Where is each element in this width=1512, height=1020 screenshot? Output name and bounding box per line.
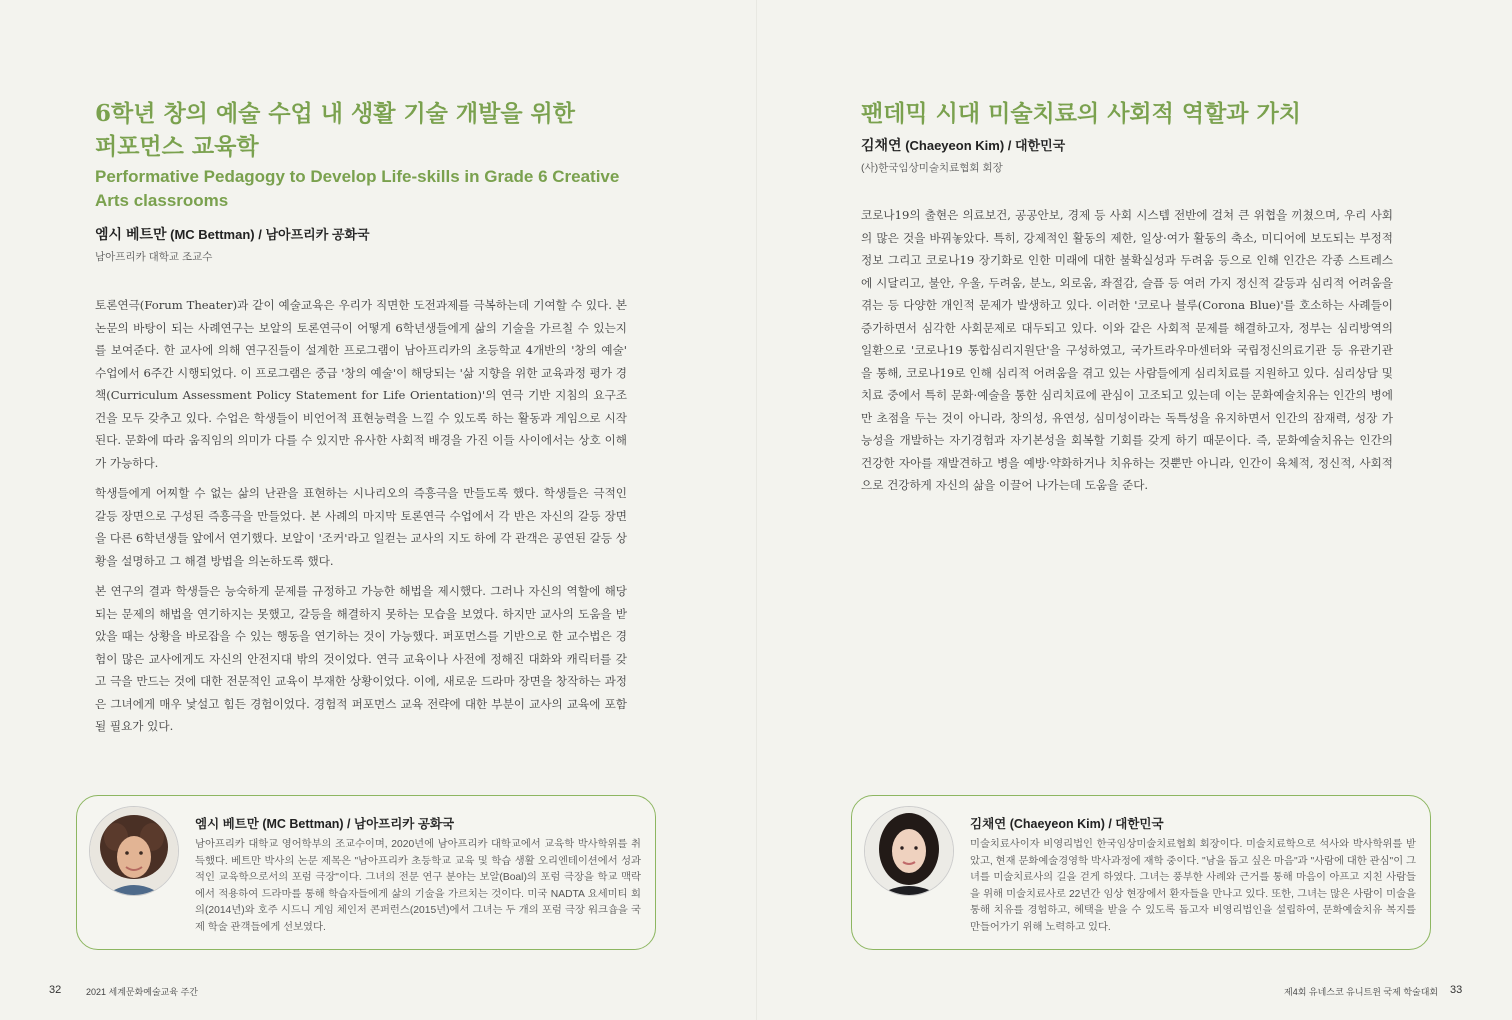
right-paragraph-1: 코로나19의 출현은 의료보건, 공공안보, 경제 등 사회 시스템 전반에 걸쳐 큰 위협을 끼쳤으며, 우리 사회의 많은 것을 바꿔놓았다. 특히, 강제적인 활동의 제한, 일상·여가 활동의 축소, 미디어에 보도되는 부정적 정보 그리고 코로나19 장기화로 인한 미래에 대한 불확실성과 두려움 등으로 인해 인간은 각종 스트레스에 시달리고, 불안, 우울, 두려움, 분노, 외로움, 좌절감, 슬픔 등 여러 가지 정신적 갈등과 심리적 어려움을 겪는 등 다양한 개인적 문제가 발생하고 있다. 이러한 '코로나 블루(Corona Blue)'를 호소하는 사례들이 증가하면서 심각한 사회문제로 대두되고 있다. 이와 같은 사회적 문제를 해결하고자, 정부는 심리방역의 일환으로 '코로나19 통합심리지원단'을 구성하였고, 국가트라우마센터와 국립정신의료기관 등 유관기관을 통해, 코로나19로 인해 심리적 어려움을 겪고 있는 사람들에게 심리치료를 지원하고 있다. 심리상담 및 치료 중에서 특히 문화·예술을 통한 심리치료에 관심이 고조되고 있는데 이는 문화예술치유는 인간의 병에만 초점을 두는 것이 아니라, 창의성, 유연성, 심미성이라는 독특성을 유지하면서 인간의 잠재력, 성장 가능성을 개발하는 자기경험과 자기본성을 회복할 기회를 갖게 하기 때문이다. 즉, 문화예술치유는 인간의 건강한 자아를 재발견하고 병을 예방·약화하거나 치유하는 것뿐만 아니라, 인간이 육체적, 정신적, 사회적으로 건강하게 자신의 삶을 이끌어 나가는데 도움을 준다. xyxy=(861,208,1393,492)
left-bio-text: 남아프리카 대학교 영어학부의 조교수이며, 2020년에 남아프리카 대학교에서 교육학 박사학위를 취득했다. 베트만 박사의 논문 제목은 "남아프리카 초등학교 교육 및 학습 생활 오리엔테이션에서 성과적인 교육학으로서의 포럼 극장"이다. 그녀의 전문 연구 분야는 보알(Boal)의 포럼 극장을 학교 맥락에서 적용하여 드라마를 통해 학습자들에게 삶의 기술을 가르치는 것이다. 미국 NADTA 요세미티 회의(2014년)와 호주 시드니 게임 체인저 콘퍼런스(2015년)에서 그녀는 두 개의 포럼 극장 워크숍을 국제 학술 관객들에게 선보였다. xyxy=(195,839,641,933)
left-title-en xyxy=(95,165,635,213)
left-paragraph-2: 학생들에게 어찌할 수 없는 삶의 난관을 표현하는 시나리오의 즉흥극을 만들도록 했다. 학생들은 극적인 갈등 장면으로 구성된 즉흥극을 만들었다. 본 사례의 마지막 토론연극 수업에서 각 반은 자신의 갈등 장면을 다른 6학년생들 앞에서 연기했다. 보알이 '조커'라고 일컫는 교사의 지도 하에 각 관객은 공연된 갈등 상황을 설명하고 그 해결 방법을 의논하도록 했다. xyxy=(95,486,627,568)
right-author-name: 김채연 xyxy=(861,137,902,153)
right-author-country: (Chaeyeon Kim) / 대한민국 xyxy=(901,138,1066,153)
left-bio-name-rest: (MC Bettman) / 남아프리카 공화국 xyxy=(258,817,455,831)
left-author-name: 엠시 베트만 xyxy=(95,226,167,242)
left-body xyxy=(95,294,627,746)
right-footer-label: 제4회 유네스코 유니트윈 국제 학술대회 xyxy=(1284,987,1439,997)
right-bio-name xyxy=(970,814,1164,832)
left-portrait-image xyxy=(90,807,178,895)
left-bio-name-ko: 엠시 베트만 xyxy=(195,817,259,831)
left-bio-card xyxy=(76,795,656,950)
right-bio-card xyxy=(851,795,1431,950)
left-author-photo xyxy=(89,806,179,896)
right-bio-text: 미술치료사이자 비영리법인 한국임상미술치료협회 회장이다. 미술치료학으로 석사와 박사학위를 받았고, 현재 문화예술경영학 박사과정에 재학 중이다. "남을 돕고 싶은 마음"과 "사람에 대한 관심"이 그녀를 미술치료사의 길을 걷게 하였다. 그녀는 풍부한 사례와 근거를 통해 마음이 아프고 지친 사람들을 위해 미술치료사로 22년간 임상 현장에서 환자들을 만나고 있다. 또한, 그녀는 많은 사람이 미술을 통해 치유를 경험하고, 혜택을 받을 수 있도록 돕고자 비영리법인을 설립하여, 문화예술치유 복지를 만들어가기 위해 노력하고 있다. xyxy=(970,839,1416,933)
left-affiliation: 남아프리카 대학교 조교수 xyxy=(95,251,213,263)
left-footer-label: 2021 세계문화예술교육 주간 xyxy=(86,987,198,997)
left-title-en-line2: Arts classrooms xyxy=(95,191,229,210)
right-page-number: 33 xyxy=(1450,984,1463,996)
left-title-en-line1: Performative Pedagogy to Develop Life-skills in Grade 6 Creative xyxy=(95,167,620,186)
left-title-ko-line1: 6학년 창의 예술 수업 내 생활 기술 개발을 위한 xyxy=(95,100,575,127)
page-gutter xyxy=(756,0,757,1020)
right-bio-name-rest: (Chaeyeon Kim) / 대한민국 xyxy=(1006,817,1164,831)
right-title-ko: 팬데믹 시대 미술치료의 사회적 역할과 가치 xyxy=(861,100,1301,127)
left-bio-name xyxy=(195,814,454,832)
left-author xyxy=(95,224,370,244)
left-paragraph-3: 본 연구의 결과 학생들은 능숙하게 문제를 규정하고 가능한 해법을 제시했다. 그러나 자신의 역할에 해당되는 문제의 해법을 연기하지는 못했고, 갈등을 해결하지 못하는 모습을 보였다. 하지만 교사의 도움을 받았을 때는 상황을 바로잡을 수 있는 행동을 연기하는 것이 가능했다. 퍼포먼스를 기반으로 한 교수법은 경험이 많은 교사에게도 자신의 안전지대 밖의 것이었다. 연극 교육이나 사전에 정해진 대화와 캐릭터를 갖고 극을 만드는 것에 대한 전문적인 교육이 부재한 상황이었다. 이에, 새로운 드라마 장면을 창작하는 과정은 그녀에게 매우 낯설고 힘든 경험이었다. 경험적 퍼포먼스 교육 전략에 대한 부분이 교사의 교육에 포함될 필요가 있다. xyxy=(95,584,627,733)
left-page-number: 32 xyxy=(49,984,62,996)
right-affiliation: (사)한국임상미술치료협회 회장 xyxy=(861,162,1003,174)
right-author-photo xyxy=(864,806,954,896)
left-title-ko xyxy=(95,97,575,163)
right-body xyxy=(861,204,1393,505)
left-paragraph-1: 토론연극(Forum Theater)과 같이 예술교육은 우리가 직면한 도전과제를 극복하는데 기여할 수 있다. 본 논문의 바탕이 되는 사례연구는 보알의 토론연극이 어떻게 6학년생들에게 삶의 기술을 가르칠 수 있는지를 보여준다. 한 교사에 의해 연구진들이 설계한 프로그램이 남아프리카의 초등학교 4개반의 '창의 예술' 수업에서 6주간 시행되었다. 이 프로그램은 중급 '창의 예술'이 해당되는 '삶 지향을 위한 교육과정 평가 경책(Curriculum Assessment Policy Statement for Life Orientation)'의 연극 기반 지침의 요구조건을 모두 갖추고 있다. 수업은 학생들이 비언어적 표현능력을 느낄 수 있도록 하는 활동과 게임으로 시작된다. 문화에 따라 움직임의 의미가 다를 수 있지만 유사한 사회적 배경을 가진 이들 사이에서는 상호 이해가 가능하다. xyxy=(95,298,627,470)
right-bio-name-ko: 김채연 xyxy=(970,817,1007,831)
right-portrait-image xyxy=(865,807,953,895)
left-author-country: (MC Bettman) / 남아프리카 공화국 xyxy=(166,227,370,242)
left-title-ko-line2: 퍼포먼스 교육학 xyxy=(95,133,259,160)
right-author xyxy=(861,135,1065,155)
